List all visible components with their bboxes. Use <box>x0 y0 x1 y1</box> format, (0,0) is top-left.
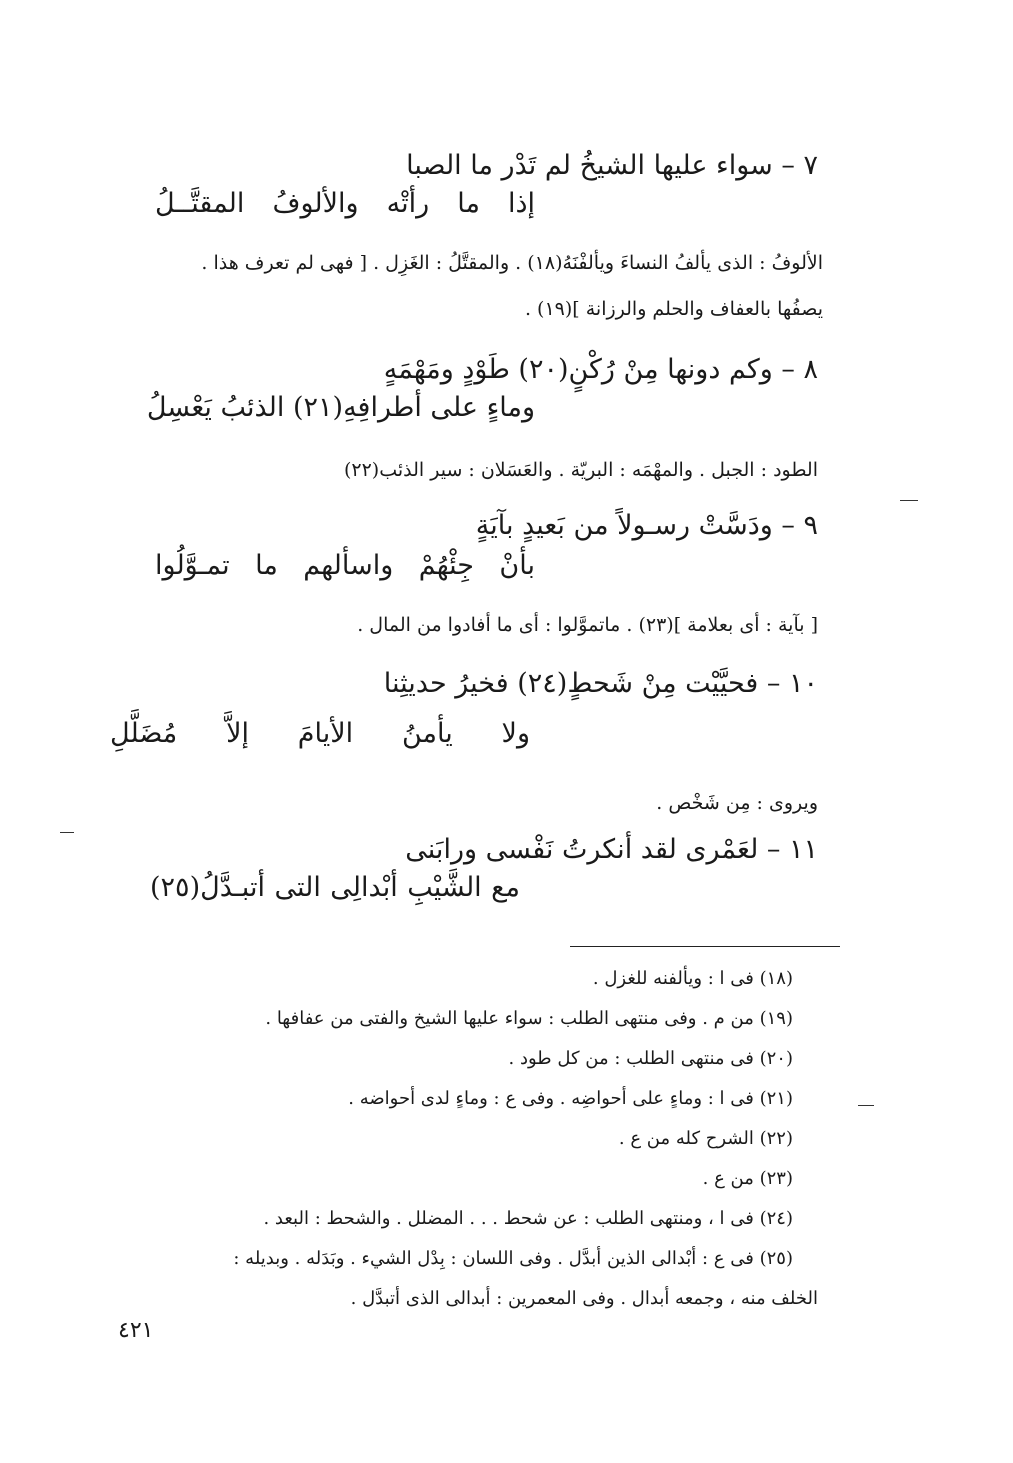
footnote-25: (٢٥) فى ع : أبْدالى الذين أبدَّل . وفى اللسان : بِدْل الشيء . وبَدَله . وبديله : <box>233 1248 793 1269</box>
scan-mark <box>858 1105 874 1106</box>
verse-8-second-hemistich: وماءٍ على أطرافِهِ(٢١) الذئبُ يَعْسِلُ <box>146 392 535 423</box>
verse-8-first-hemistich: ٨ – وكم دونها مِنْ رُكْنٍ(٢٠) طَوْدٍ ومَهْمَهٍ <box>383 354 818 385</box>
verse-7-first-hemistich: ٧ – سواء عليها الشيخُ لم تَدْر ما الصبا <box>406 150 818 181</box>
verse-10-gloss: ويروى : مِن شَخْص . <box>656 792 818 814</box>
verse-8-gloss: الطود : الجبل . والمهْمَه : البريّة . والعَسَلان : سير الذئب(٢٢) <box>343 459 818 481</box>
verse-9-first-hemistich: ٩ – ودَسَّتْ رسـولاً من بَعيدٍ بآيَةٍ <box>475 510 818 541</box>
page-number: ٤٢١ <box>118 1318 154 1343</box>
verse-10-first-hemistich: ١٠ – فحيَّيْت مِنْ شَحطٍ(٢٤) فخيرُ حديثِنا <box>383 668 818 699</box>
footnote-22: (٢٢) الشرح كله من ع . <box>618 1128 793 1149</box>
verse-9-second-hemistich: بأنْ جِئْهُمْ واسألهم ما تمـوَّلُوا <box>155 550 535 581</box>
footnote-21: (٢١) فى ا : وماءٍ على أحواضِه . وفى ع : وماءٍ لدى أحواضه . <box>348 1088 793 1109</box>
verse-9-gloss: [ بآية : أى بعلامة ](٢٣) . ماتموَّلوا : أى ما أفادوا من المال . <box>357 614 818 636</box>
verse-7-gloss-line-1: الألوفُ : الذى يألفُ النساءَ ويألفْنَهُ(١٨) . والمقتَّلُ : الغَزِل . [ فهى لم تعرف هذا . <box>201 252 823 274</box>
footnote-separator <box>570 946 840 947</box>
footnote-19: (١٩) من م . وفى منتهى الطلب : سواء عليها الشيخ والفتى من عفافها . <box>265 1008 793 1029</box>
verse-11-second-hemistich: مع الشَّيْبِ أبْدالِى التى أتبـدَّلُ(٢٥) <box>150 872 520 903</box>
footnote-23: (٢٣) من ع . <box>702 1168 793 1189</box>
footnote-18: (١٨) فى ا : ويألفنه للغزل . <box>592 968 793 989</box>
scan-mark <box>900 500 918 501</box>
footnote-20: (٢٠) فى منتهى الطلب : من كل طود . <box>508 1048 793 1069</box>
scan-mark <box>60 832 74 833</box>
footnote-25-continued: الخلف منه ، وجمعه أبدال . وفى المعمرين : أبدالى الذى أتبدَّل . <box>350 1288 818 1309</box>
verse-7-second-hemistich: إذا ما رأتْه والألوفُ المقتَّــلُ <box>155 188 535 219</box>
verse-7-gloss-line-2: يصفُها بالعفاف والحلم والرزانة ](١٩) . <box>524 298 823 320</box>
verse-10-second-hemistich: ولا يأمنُ الأيامَ إلاَّ مُضَلَّلِ <box>110 718 530 749</box>
footnote-24: (٢٤) فى ا ، ومنتهى الطلب : عن شحط . . . المضلل . والشحط : البعد . <box>263 1208 793 1229</box>
verse-11-first-hemistich: ١١ – لعَمْرى لقد أنكرتُ نَفْسى ورابَنى <box>405 834 818 865</box>
